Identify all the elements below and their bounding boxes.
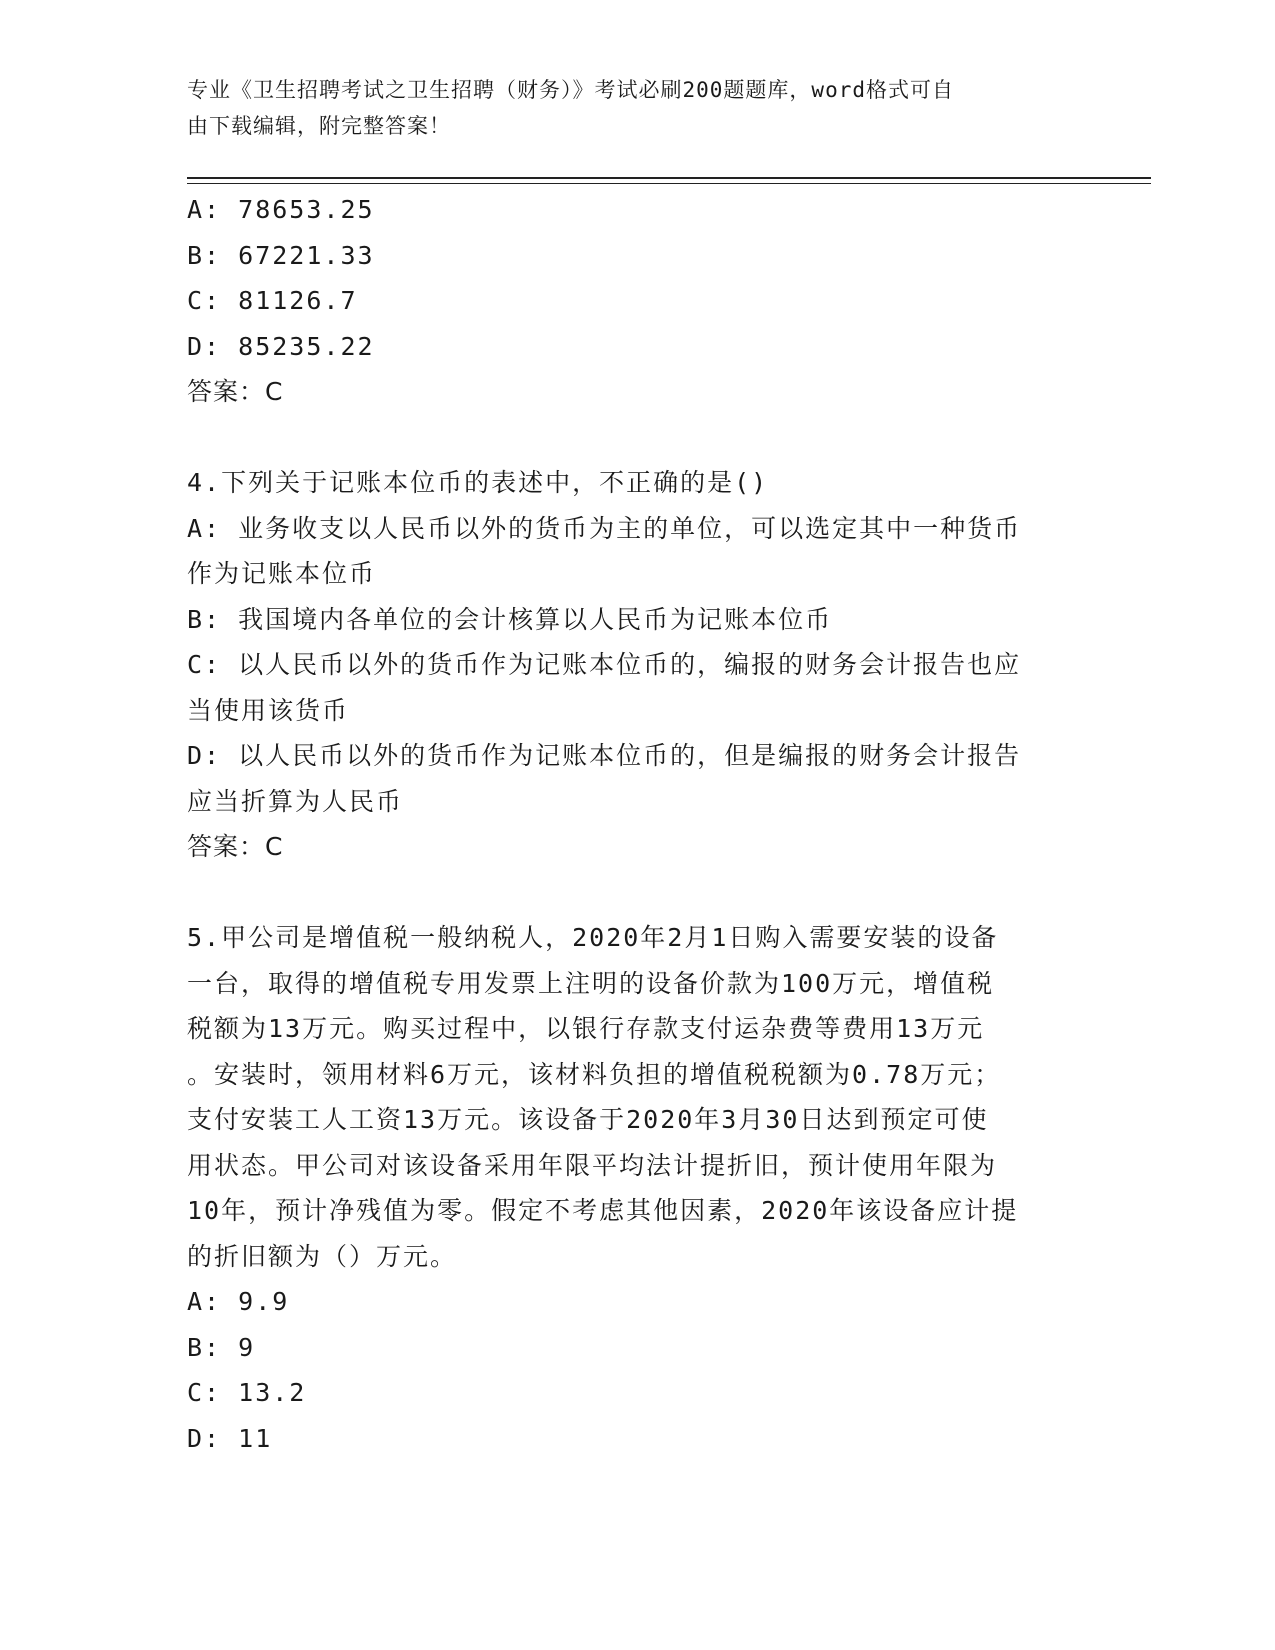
page-header — [187, 72, 1067, 144]
q4-option-a-line-2: 作为记账本位币 — [187, 559, 377, 588]
header-rule-thin — [187, 183, 1151, 184]
q5-option-a: A: 9.9 — [187, 1287, 290, 1316]
header-line-2: 由下载编辑，附完整答案！ — [187, 114, 451, 138]
q5-question-line-5: 支付安装工人工资13万元。该设备于2020年3月30日达到预定可使 — [187, 1105, 989, 1134]
q4-option-b: B: 我国境内各单位的会计核算以人民币为记账本位币 — [187, 604, 833, 634]
q3-option-c: C: 81126.7 — [187, 286, 358, 315]
spacer — [187, 415, 1087, 461]
q5-option-d: D: 11 — [187, 1423, 273, 1453]
q4-option-d-line-1: D: 以人民币以外的货币作为记账本位币的，但是编报的财务会计报告 — [187, 741, 1022, 770]
q4-option-c-line-2: 当使用该货币 — [187, 695, 350, 725]
q5-question-line-4: 。安装时，领用材料6万元，该材料负担的增值税税额为0.78万元； — [187, 1059, 1002, 1089]
q5-question-line-3: 税额为13万元。购买过程中，以银行存款支付运杂费等费用13万元 — [187, 1014, 985, 1043]
header-line-1: 专业《卫生招聘考试之卫生招聘（财务）》考试必刷200题题库，word格式可自 — [187, 78, 954, 102]
q3-option-d: D: 85235.22 — [187, 331, 375, 361]
question-3-block — [187, 187, 1087, 415]
question-4-block — [187, 460, 1087, 870]
header-rule-thick — [187, 177, 1151, 179]
q4-option-d-line-2: 应当折算为人民币 — [187, 786, 404, 816]
q4-answer: 答案：C — [187, 832, 284, 861]
q4-question: 4.下列关于记账本位币的表述中，不正确的是() — [187, 468, 769, 497]
q5-question-line-6: 用状态。甲公司对该设备采用年限平均法计提折旧，预计使用年限为 — [187, 1150, 998, 1180]
q4-option-a-line-1: A: 业务收支以人民币以外的货币为主的单位，可以选定其中一种货币 — [187, 513, 1022, 543]
spacer — [187, 870, 1087, 916]
q5-question-line-8: 的折旧额为（）万元。 — [187, 1241, 458, 1271]
q5-question-line-7: 10年，预计净残值为零。假定不考虑其他因素，2020年该设备应计提 — [187, 1196, 1019, 1225]
q3-answer: 答案：C — [187, 377, 284, 406]
q5-question-line-2: 一台，取得的增值税专用发票上注明的设备价款为100万元，增值税 — [187, 968, 995, 998]
q5-question-line-1: 5.甲公司是增值税一般纳税人，2020年2月1日购入需要安装的设备 — [187, 923, 999, 952]
q3-option-b: B: 67221.33 — [187, 240, 375, 270]
q3-option-a: A: 78653.25 — [187, 195, 375, 224]
question-5-block — [187, 915, 1087, 1461]
q5-option-b: B: 9 — [187, 1332, 256, 1362]
q4-option-c-line-1: C: 以人民币以外的货币作为记账本位币的，编报的财务会计报告也应 — [187, 650, 1022, 679]
question-content — [187, 187, 1087, 1461]
q5-option-c: C: 13.2 — [187, 1378, 307, 1407]
